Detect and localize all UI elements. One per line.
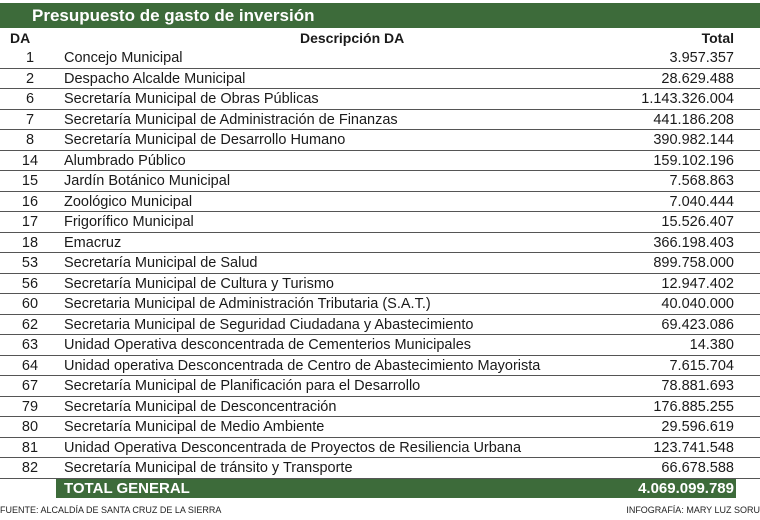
row-da: 1 (25, 50, 35, 66)
row-da: 8 (25, 132, 35, 148)
table-row (0, 130, 760, 151)
table-row (0, 397, 760, 418)
row-total: 40.040.000 (661, 296, 734, 312)
row-da: 63 (21, 337, 39, 353)
table-row (0, 69, 760, 90)
header-description: Descripción DA (300, 30, 405, 46)
row-description: Unidad Operativa desconcentrada de Cementerios Municipales (64, 337, 472, 353)
grand-total-label: TOTAL GENERAL (64, 480, 190, 497)
table-row (0, 89, 760, 110)
row-da: 67 (21, 378, 39, 394)
table-row (0, 315, 760, 336)
row-da: 53 (21, 255, 39, 271)
row-da: 62 (21, 316, 39, 333)
row-description: Secretaría Municipal de Medio Ambiente (64, 419, 325, 435)
header-total: Total (701, 30, 734, 46)
row-da: 64 (21, 357, 39, 374)
table-row (0, 376, 760, 397)
row-total: 69.423.086 (661, 316, 734, 333)
row-da: 79 (21, 398, 39, 415)
row-da: 81 (21, 439, 39, 456)
row-description: Secretaria Municipal de Administración Tributaria (S.A.T.) (64, 296, 431, 312)
row-description: Emacruz (64, 234, 122, 251)
row-total: 899.758.000 (653, 255, 734, 271)
table-row (0, 356, 760, 377)
row-da: 6 (25, 91, 35, 107)
footer-source: FUENTE: ALCALDÍA DE SANTA CRUZ DE LA SIERRA (0, 505, 222, 515)
table-row (0, 171, 760, 192)
grand-total-value: 4.069.099.789 (638, 480, 734, 497)
table-row (0, 253, 760, 274)
row-description: Secretaría Municipal de Desarrollo Humano (64, 132, 346, 148)
table-row (0, 438, 760, 459)
row-da: 14 (21, 152, 39, 169)
table-row (0, 335, 760, 356)
table-row (0, 48, 760, 69)
table-row (0, 192, 760, 213)
row-description: Unidad operativa Desconcentrada de Centro de Abastecimiento Mayorista (64, 357, 541, 374)
row-da: 17 (21, 214, 39, 230)
table-row (0, 233, 760, 254)
row-total: 15.526.407 (661, 214, 734, 230)
row-da: 16 (21, 193, 39, 210)
row-description: Despacho Alcalde Municipal (64, 70, 246, 87)
row-da: 2 (25, 70, 35, 87)
row-total: 3.957.357 (669, 50, 734, 66)
table-body (0, 48, 760, 479)
row-description: Concejo Municipal (64, 50, 183, 66)
row-total: 123.741.548 (653, 439, 734, 456)
row-total: 1.143.326.004 (641, 91, 734, 107)
table-row (0, 110, 760, 131)
row-da: 80 (21, 419, 39, 435)
row-description: Secretaría Municipal de tránsito y Transporte (64, 460, 353, 476)
row-total: 66.678.588 (661, 460, 734, 476)
row-total: 12.947.402 (661, 275, 734, 292)
table-row (0, 458, 760, 479)
header-da: DA (10, 30, 31, 46)
row-total: 176.885.255 (653, 398, 734, 415)
table-row (0, 274, 760, 295)
row-total: 29.596.619 (661, 419, 734, 435)
footer (0, 503, 760, 517)
table-row (0, 417, 760, 438)
row-da: 7 (25, 111, 35, 128)
row-da: 82 (21, 460, 39, 476)
row-description: Secretaría Municipal de Cultura y Turismo (64, 275, 334, 292)
row-description: Unidad Operativa Desconcentrada de Proyectos de Resiliencia Urbana (64, 439, 522, 456)
footer-credit: INFOGRAFÍA: MARY LUZ SORU (626, 505, 760, 515)
table-row (0, 151, 760, 172)
row-description: Alumbrado Público (64, 152, 186, 169)
row-total: 28.629.488 (661, 70, 734, 87)
row-description: Secretaría Municipal de Planificación para el Desarrollo (64, 378, 421, 394)
table-row (0, 294, 760, 315)
row-description: Secretaría Municipal de Salud (64, 255, 258, 271)
row-description: Zoológico Municipal (64, 193, 193, 210)
row-da: 56 (21, 275, 39, 292)
table-header (0, 28, 760, 48)
row-description: Frigorífico Municipal (64, 214, 194, 230)
row-total: 441.186.208 (653, 111, 734, 128)
row-description: Secretaria Municipal de Seguridad Ciudadana y Abastecimiento (64, 316, 474, 333)
row-da: 60 (21, 296, 39, 312)
row-total: 159.102.196 (653, 152, 734, 169)
row-total: 390.982.144 (653, 132, 734, 148)
row-da: 15 (21, 173, 39, 189)
row-total: 78.881.693 (661, 378, 734, 394)
row-total: 7.040.444 (669, 193, 734, 210)
row-da: 18 (21, 234, 39, 251)
row-description: Secretaría Municipal de Administración de Finanzas (64, 111, 398, 128)
grand-total-row (56, 479, 736, 498)
row-total: 7.615.704 (669, 357, 734, 374)
row-total: 14.380 (689, 337, 734, 353)
row-total: 7.568.863 (669, 173, 734, 189)
row-description: Secretaría Municipal de Desconcentración (64, 398, 337, 415)
table-title: Presupuesto de gasto de inversión (0, 3, 760, 28)
row-description: Secretaría Municipal de Obras Públicas (64, 91, 319, 107)
row-description: Jardín Botánico Municipal (64, 173, 231, 189)
table-row (0, 212, 760, 233)
row-total: 366.198.403 (653, 234, 734, 251)
